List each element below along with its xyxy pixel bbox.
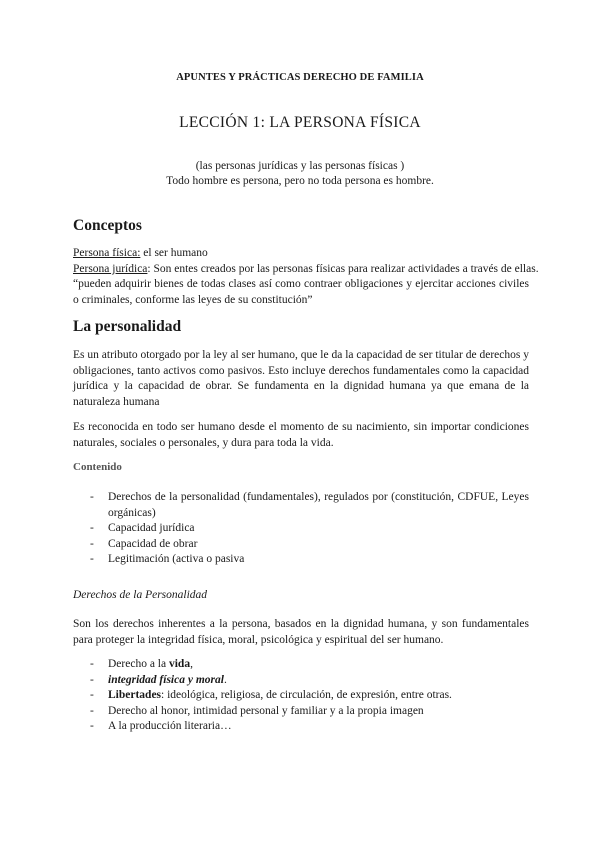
list-item: - Derecho a la vida, <box>90 658 193 670</box>
subtitle-line-1: (las personas jurídicas y las personas físicas ) <box>195 160 405 172</box>
list-item: - Derecho al honor, intimidad personal y familiar y a la propia imagen <box>90 704 424 717</box>
list-item: - integridad física y moral. <box>90 673 227 686</box>
list-item: - Legitimación (activa o pasiva <box>90 553 245 565</box>
list-item: - Libertades: ideológica, religiosa, de circulación, de expresión, entre otras. <box>90 689 452 701</box>
persona-fisica-text: el ser humano <box>140 247 208 259</box>
lesson-title: LECCIÓN 1: LA PERSONA FÍSICA <box>179 114 421 131</box>
conceptos-heading: Conceptos <box>73 217 142 234</box>
derechos-list <box>73 657 529 735</box>
derechos-heading: Derechos de la Personalidad <box>73 589 208 601</box>
persona-juridica-quote: “pueden adquirir bienes de todas clases así como contraer obligaciones y ejercitar acciones civiles o criminales, conforme las leyes de su constitución” <box>73 278 529 306</box>
list-item: - A la producción literaria… <box>90 720 232 732</box>
derechos-intro: Son los derechos inherentes a la persona, basados en la dignidad humana, y son fundamentales para proteger la integridad física, moral, psicológica y espiritual del ser humano. <box>73 618 529 646</box>
list-item: - Derechos de la personalidad (fundamentales), regulados por (constitución, CDFUE, Leyes orgánicas) <box>90 491 529 519</box>
document-header: APUNTES Y PRÁCTICAS DERECHO DE FAMILIA <box>176 72 424 83</box>
personalidad-paragraph-1: Es un atributo otorgado por la ley al ser humano, que le da la capacidad de ser titular de derechos y obligaciones, tanto activos como pasivos. Esto incluye derechos fundamentales como la capacidad jurídica y la capacidad de obrar. Se fundamenta en la dignidad humana ya que emana de la naturaleza humana <box>73 349 529 408</box>
personalidad-paragraph-2: Es reconocida en todo ser humano desde el momento de su nacimiento, sin importar condiciones naturales, sociales o personales, y dura para toda la vida. <box>73 421 529 449</box>
subtitle-line-2: Todo hombre es persona, pero no toda persona es hombre. <box>166 175 434 187</box>
personalidad-heading: La personalidad <box>73 318 182 335</box>
persona-juridica-definition <box>73 262 539 278</box>
contenido-heading: Contenido <box>73 461 122 473</box>
persona-fisica-definition <box>73 246 529 262</box>
persona-fisica-label: Persona física: <box>73 247 141 259</box>
list-item: - Capacidad jurídica <box>90 522 195 534</box>
list-item: - Capacidad de obrar <box>90 537 198 550</box>
persona-juridica-label: Persona jurídica <box>73 263 148 275</box>
persona-juridica-text: : Son entes creados por las personas físicas para realizar actividades a través de ellas. <box>147 263 539 275</box>
contenido-list <box>73 490 529 568</box>
